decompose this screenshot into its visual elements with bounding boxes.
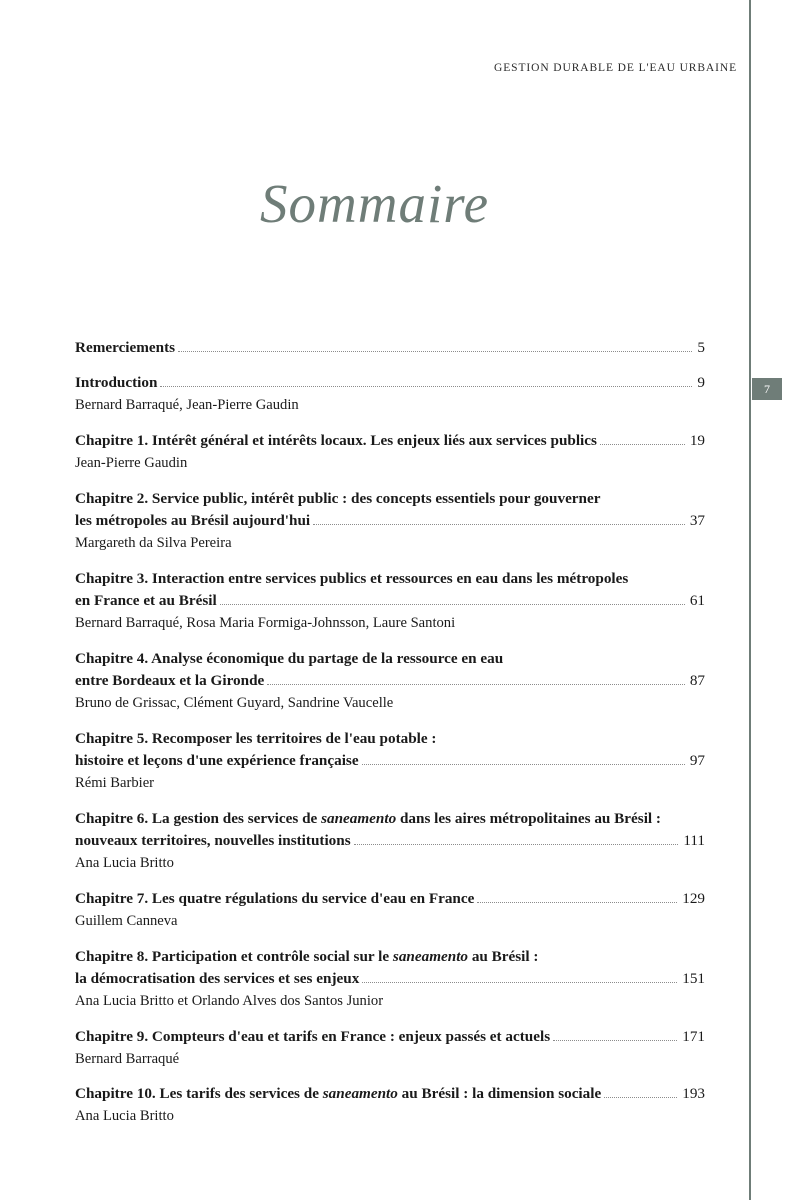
toc-title-line: [75, 337, 705, 359]
toc-title-line: [75, 372, 705, 394]
toc-page-number: 151: [682, 969, 705, 987]
toc-page-number: 193: [682, 1085, 705, 1103]
toc-title: Chapitre 2. Service public, intérêt public : des concepts essentiels pour gouverner: [75, 489, 601, 507]
toc-title-line: [75, 830, 705, 852]
leader-dots: [477, 902, 677, 903]
toc-title: nouveaux territoires, nouvelles institutions: [75, 831, 351, 849]
toc-authors: Rémi Barbier: [75, 774, 155, 791]
toc-title: la démocratisation des services et ses enjeux: [75, 969, 360, 987]
toc-title-line: [75, 648, 705, 670]
toc-page-number: 61: [689, 591, 705, 609]
toc-title-line: [75, 568, 705, 590]
toc-title: histoire et leçons d'une expérience française: [75, 751, 359, 769]
toc-entry[interactable]: [75, 648, 705, 715]
toc-entry[interactable]: [75, 808, 705, 875]
page-number-tab: 7: [752, 378, 782, 400]
toc-title: Chapitre 10. Les tarifs des services de saneamento au Brésil : la dimension sociale: [75, 1085, 602, 1103]
toc-page-number: 129: [682, 889, 705, 907]
toc-entry[interactable]: [75, 728, 705, 795]
toc-title: Chapitre 4. Analyse économique du partage de la ressource en eau: [75, 649, 504, 667]
toc-authors: Bernard Barraqué, Jean-Pierre Gaudin: [75, 397, 299, 414]
leader-dots: [220, 604, 685, 605]
toc-authors: Jean-Pierre Gaudin: [75, 454, 188, 471]
toc-title-line: [75, 430, 705, 452]
toc-authors: Margareth da Silva Pereira: [75, 534, 232, 551]
toc-title-line: [75, 510, 705, 532]
toc-title: Chapitre 7. Les quatre régulations du service d'eau en France: [75, 889, 475, 907]
toc-title-line: [75, 888, 705, 910]
toc-title-line: [75, 808, 705, 830]
toc-authors: Ana Lucia Britto: [75, 1108, 174, 1125]
toc-title: Chapitre 1. Intérêt général et intérêts locaux. Les enjeux liés aux services publics: [75, 431, 597, 449]
toc-title: en France et au Brésil: [75, 591, 217, 609]
toc-title: Chapitre 6. La gestion des services de saneamento dans les aires métropolitaines au Brésil :: [75, 809, 661, 827]
toc-title-line: [75, 750, 705, 772]
toc-title: Chapitre 9. Compteurs d'eau et tarifs en France : enjeux passés et actuels: [75, 1027, 551, 1045]
leader-dots: [178, 351, 692, 352]
toc-authors: Bernard Barraqué: [75, 1050, 180, 1067]
running-head: GESTION DURABLE DE L'EAU URBAINE: [494, 62, 737, 74]
toc-entry[interactable]: [75, 568, 705, 635]
toc-entry[interactable]: [75, 888, 705, 933]
toc-page-number: 9: [697, 374, 705, 392]
toc-authors: Ana Lucia Britto et Orlando Alves dos Santos Junior: [75, 992, 384, 1009]
toc-title: Chapitre 3. Interaction entre services publics et ressources en eau dans les métropoles: [75, 569, 629, 587]
toc-entry[interactable]: [75, 488, 705, 555]
toc-title: Remerciements: [75, 339, 176, 356]
toc-page-number: 19: [689, 431, 705, 449]
toc-page-number: 5: [697, 339, 705, 356]
side-rule-decoration: [749, 0, 751, 1200]
toc-title-line: [75, 590, 705, 612]
toc-entry[interactable]: [75, 372, 705, 417]
toc-entry[interactable]: [75, 1083, 705, 1128]
toc-title: Chapitre 8. Participation et contrôle social sur le saneamento au Brésil :: [75, 947, 539, 965]
toc-title-line: [75, 670, 705, 692]
toc-title-line: [75, 946, 705, 968]
table-of-contents: [75, 337, 705, 1141]
toc-page-number: 171: [682, 1027, 705, 1045]
toc-entry[interactable]: [75, 1026, 705, 1071]
toc-entry[interactable]: [75, 946, 705, 1013]
toc-title: les métropoles au Brésil aujourd'hui: [75, 511, 311, 529]
toc-entry[interactable]: [75, 430, 705, 475]
toc-title-line: [75, 728, 705, 750]
toc-title-line: [75, 1026, 705, 1048]
leader-dots: [267, 684, 685, 685]
leader-dots: [354, 844, 679, 845]
toc-authors: Ana Lucia Britto: [75, 854, 174, 871]
leader-dots: [553, 1040, 677, 1041]
leader-dots: [362, 982, 677, 983]
toc-title-line: [75, 488, 705, 510]
leader-dots: [604, 1097, 677, 1098]
leader-dots: [600, 444, 685, 445]
toc-title-line: [75, 968, 705, 990]
toc-page-number: 97: [689, 751, 705, 769]
toc-authors: Bruno de Grissac, Clément Guyard, Sandrine Vaucelle: [75, 694, 394, 711]
toc-title-line: [75, 1083, 705, 1105]
toc-title: entre Bordeaux et la Gironde: [75, 671, 265, 689]
toc-authors: Bernard Barraqué, Rosa Maria Formiga-Johnsson, Laure Santoni: [75, 614, 456, 631]
leader-dots: [362, 764, 685, 765]
toc-entry[interactable]: [75, 337, 705, 359]
toc-page-number: 37: [689, 511, 705, 529]
toc-title: Introduction: [75, 374, 158, 392]
toc-page-number: 87: [689, 671, 705, 689]
leader-dots: [160, 386, 692, 387]
leader-dots: [313, 524, 685, 525]
toc-page-number: 111: [683, 831, 705, 849]
toc-authors: Guillem Canneva: [75, 912, 178, 929]
toc-title: Chapitre 5. Recomposer les territoires de l'eau potable :: [75, 729, 437, 747]
page-title: Sommaire: [260, 173, 489, 234]
